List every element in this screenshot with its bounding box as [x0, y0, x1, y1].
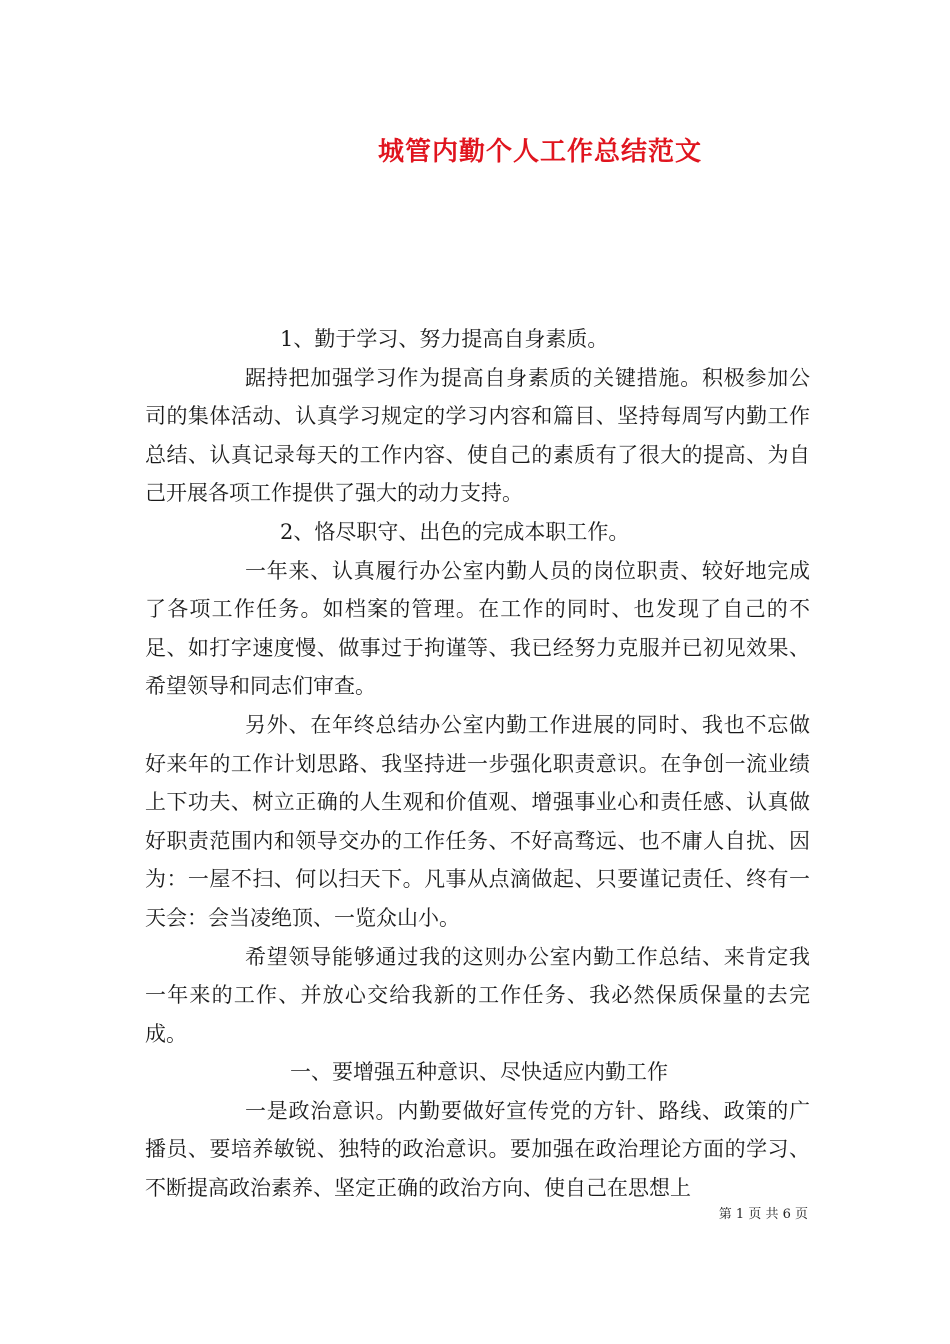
- section-heading-2: 2、恪尽职守、出色的完成本职工作。: [280, 519, 630, 544]
- document-body: [145, 320, 810, 1208]
- paragraph: 一年来、认真履行办公室内勤人员的岗位职责、较好地完成了各项工作任务。如档案的管理。在工作的同时、也发现了自己的不足、如打字速度慢、做事过于拘谨等、我已经努力克服并已初见效果、希望领导和同志们审查。: [145, 558, 810, 699]
- paragraph: 踞持把加强学习作为提高自身素质的关键措施。积极参加公司的集体活动、认真学习规定的学习内容和篇目、坚持每周写内勤工作总结、认真记录每天的工作内容、使自己的素质有了很大的提高、为自己开展各项工作提供了强大的动力支持。: [145, 365, 810, 506]
- paragraph: 一是政治意识。内勤要做好宣传党的方针、路线、政策的广播员、要培养敏锐、独特的政治意识。要加强在政治理论方面的学习、不断提高政治素养、坚定正确的政治方向、使自己在思想上: [145, 1098, 810, 1201]
- document-title: 城管内勤个人工作总结范文: [377, 137, 702, 167]
- section-heading-3: 一、要增强五种意识、尽快适应内勤工作: [290, 1060, 668, 1085]
- page-number-footer: 第 1 页 共 6 页: [718, 1207, 808, 1222]
- paragraph: 另外、在年终总结办公室内勤工作进展的同时、我也不忘做好来年的工作计划思路、我坚持进一步强化职责意识。在争创一流业绩上下功夫、树立正确的人生观和价值观、增强事业心和责任感、认真做好职责范围内和领导交办的工作任务、不好高骛远、也不庸人自扰、因为：一屋不扫、何以扫天下。凡事从点滴做起、只要谨记责任、终有一天会：会当凌绝顶、一览众山小。: [145, 712, 810, 930]
- paragraph: 希望领导能够通过我的这则办公室内勤工作总结、来肯定我一年来的工作、并放心交给我新的工作任务、我必然保质保量的去完成。: [145, 944, 810, 1046]
- section-heading-1: 1、勤于学习、努力提高自身素质。: [280, 327, 609, 351]
